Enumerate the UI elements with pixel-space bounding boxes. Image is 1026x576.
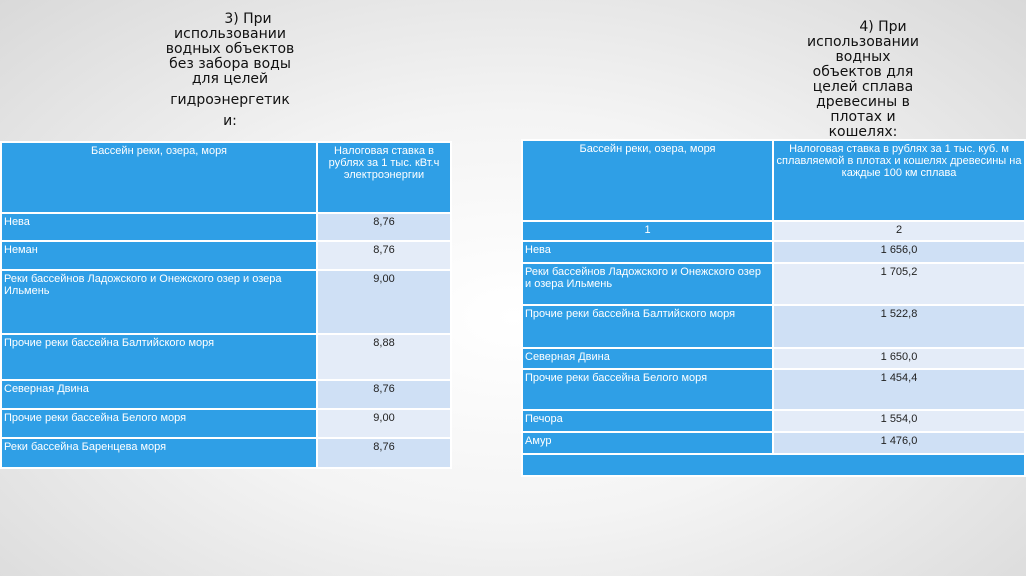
basin-name: Печора xyxy=(522,410,773,432)
table-row xyxy=(1,334,451,380)
tax-rate: 1 476,0 xyxy=(773,432,1025,454)
column-number: 2 xyxy=(773,221,1025,241)
table-row xyxy=(522,369,1025,410)
table-row xyxy=(1,241,451,270)
table-row xyxy=(522,263,1025,305)
timber-rafting-tax-table xyxy=(521,139,1026,477)
basin-name: Северная Двина xyxy=(522,348,773,369)
table-header-row xyxy=(1,142,451,213)
column-number-row xyxy=(522,221,1025,241)
column-header: Бассейн реки, озера, моря xyxy=(522,140,773,221)
right-heading-line: объектов для xyxy=(812,64,914,80)
basin-name: Прочие реки бассейна Белого моря xyxy=(522,369,773,410)
left-heading xyxy=(150,12,310,129)
right-heading-line: плотах и xyxy=(830,109,896,125)
right-heading-line: древесины в xyxy=(816,94,910,110)
table-row xyxy=(1,438,451,468)
tax-rate: 1 705,2 xyxy=(773,263,1025,305)
table-row xyxy=(522,305,1025,348)
left-heading-line: водных объектов xyxy=(165,41,295,57)
tax-rate: 9,00 xyxy=(317,270,451,334)
table-row xyxy=(1,213,451,241)
basin-name: Неман xyxy=(1,241,317,270)
table-row xyxy=(1,409,451,438)
table-row xyxy=(522,348,1025,369)
right-heading-line: 4) При xyxy=(859,19,907,35)
column-header: Налоговая ставка в рублях за 1 тыс. куб. м сплавляемой в плотах и кошелях древесины на каждые 100 км сплава xyxy=(773,140,1025,221)
tax-rate: 1 454,4 xyxy=(773,369,1025,410)
basin-name: Реки бассейнов Ладожского и Онежского озер и озера Ильмень xyxy=(1,270,317,334)
table-row xyxy=(522,432,1025,454)
tax-rate: 1 522,8 xyxy=(773,305,1025,348)
tax-rate: 1 650,0 xyxy=(773,348,1025,369)
column-header: Бассейн реки, озера, моря xyxy=(1,142,317,213)
right-heading-line: кошелях: xyxy=(828,124,898,140)
right-heading-line: использовании xyxy=(807,34,919,50)
tax-rate: 8,76 xyxy=(317,213,451,241)
left-heading-line: гидроэнергетик xyxy=(170,92,290,108)
tax-rate: 8,76 xyxy=(317,380,451,409)
basin-name: Прочие реки бассейна Балтийского моря xyxy=(1,334,317,380)
table-row xyxy=(522,241,1025,263)
tax-rate: 8,76 xyxy=(317,241,451,270)
basin-name: Реки бассейнов Ладожского и Онежского озер и озера Ильмень xyxy=(522,263,773,305)
tax-rate: 9,00 xyxy=(317,409,451,438)
left-heading-line: и: xyxy=(223,113,237,129)
tax-rate: 1 554,0 xyxy=(773,410,1025,432)
table-row xyxy=(1,380,451,409)
left-heading-line: без забора воды xyxy=(169,56,291,72)
table-row xyxy=(1,270,451,334)
left-heading-line: 3) При xyxy=(224,11,272,27)
hydro-tax-table xyxy=(0,141,452,469)
column-number: 1 xyxy=(522,221,773,241)
basin-name: Северная Двина xyxy=(1,380,317,409)
tax-rate: 1 656,0 xyxy=(773,241,1025,263)
left-heading-line: использовании xyxy=(174,26,286,42)
basin-name: Нева xyxy=(522,241,773,263)
basin-name: Прочие реки бассейна Белого моря xyxy=(1,409,317,438)
table-header-row xyxy=(522,140,1025,221)
table-footer xyxy=(522,454,1025,476)
right-heading-line: водных xyxy=(835,49,891,65)
basin-name: Прочие реки бассейна Балтийского моря xyxy=(522,305,773,348)
right-heading xyxy=(788,19,938,140)
column-header: Налоговая ставка в рублях за 1 тыс. кВт.ч электроэнергии xyxy=(317,142,451,213)
right-heading-line: целей сплава xyxy=(812,79,914,95)
table-row xyxy=(522,410,1025,432)
tax-rate: 8,76 xyxy=(317,438,451,468)
basin-name: Амур xyxy=(522,432,773,454)
left-heading-line: для целей xyxy=(191,71,269,87)
basin-name: Реки бассейна Баренцева моря xyxy=(1,438,317,468)
table-footer-row xyxy=(522,454,1025,476)
basin-name: Нева xyxy=(1,213,317,241)
tax-rate: 8,88 xyxy=(317,334,451,380)
